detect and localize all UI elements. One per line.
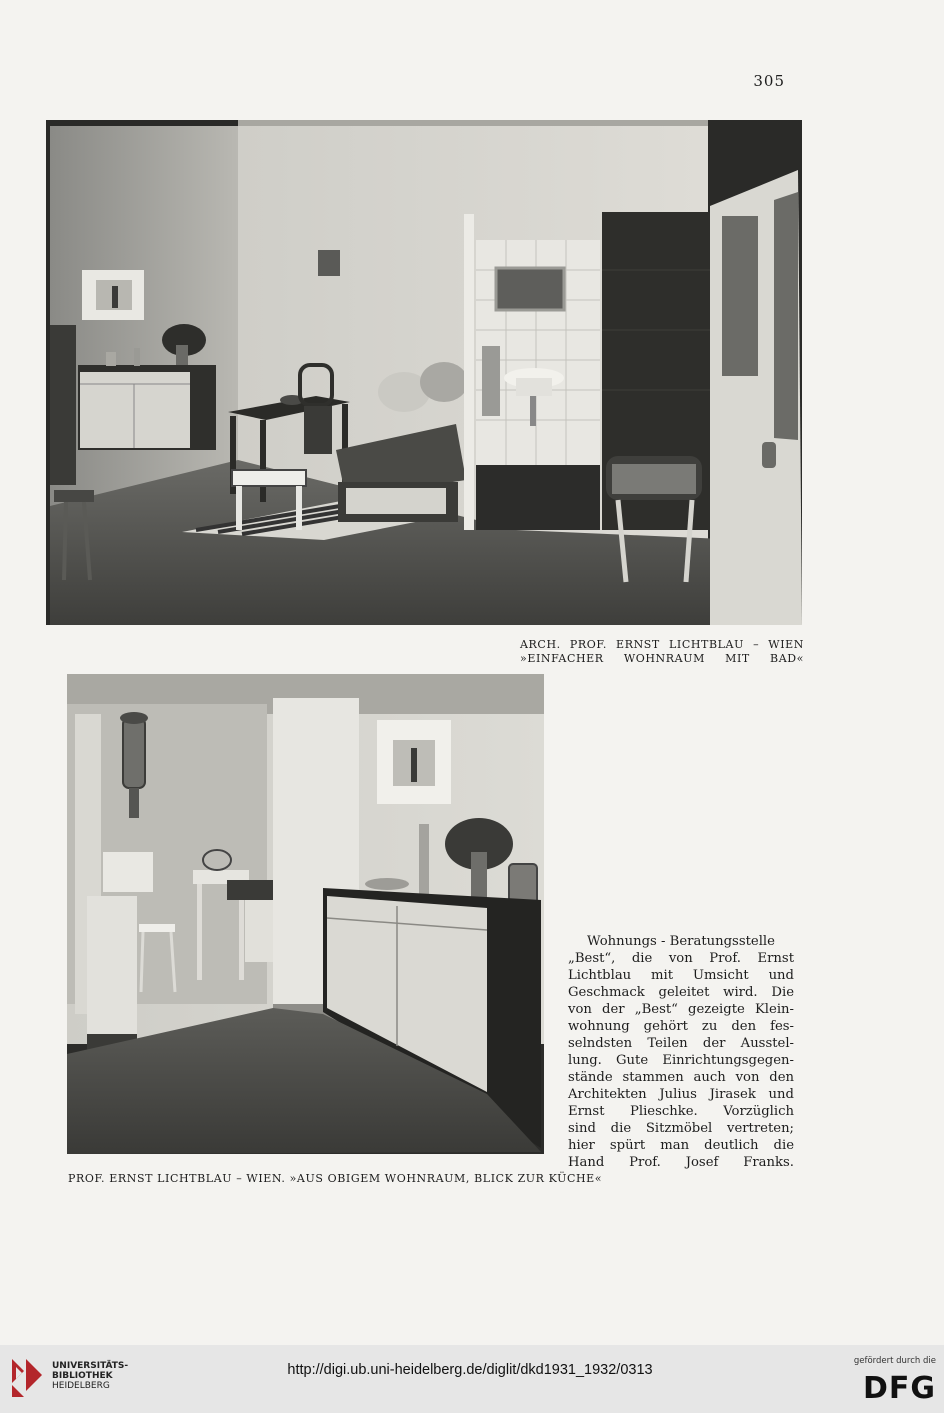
caption-top xyxy=(520,638,804,666)
dfg-logo: DFG xyxy=(862,1371,936,1406)
caption-bottom: PROF. ERNST LICHTBLAU – WIEN. »AUS OBIGEM WOHNRAUM, BLICK ZUR KÜCHE« xyxy=(68,1172,603,1185)
body-line: Geschmack geleitet wird. Die xyxy=(568,985,794,1000)
body-line: „Best“, die von Prof. Ernst xyxy=(568,951,794,966)
body-line: wohnung gehört zu den fes- xyxy=(568,1019,794,1034)
body-line: von der „Best“ gezeigte Klein- xyxy=(568,1002,794,1017)
body-line: selndsten Teilen der Ausstel- xyxy=(568,1036,794,1051)
footer-bar xyxy=(0,1345,944,1413)
body-line: Ernst Plieschke. Vorzüglich xyxy=(568,1104,794,1119)
page-number: 305 xyxy=(753,72,785,90)
library-line2: BIBLIOTHEK xyxy=(52,1371,113,1381)
funded-by-label: gefördert durch die xyxy=(853,1356,936,1366)
body-line: Lichtblau mit Umsicht und xyxy=(568,968,794,983)
caption-top-line1: ARCH. PROF. ERNST LICHTBLAU – WIEN xyxy=(520,638,804,651)
university-library-logo-icon xyxy=(10,1357,44,1399)
photo-living-room-with-bath xyxy=(46,120,802,625)
library-name xyxy=(52,1361,128,1391)
body-line: Hand Prof. Josef Franks. xyxy=(568,1155,794,1170)
body-line: hier spürt man deutlich die xyxy=(568,1138,794,1153)
body-line: sind die Sitzmöbel vertreten; xyxy=(568,1121,794,1136)
digital-library-url[interactable]: http://digi.ub.uni-heidelberg.de/diglit/dkd1931_1932/0313 xyxy=(287,1362,653,1378)
body-text xyxy=(568,933,794,1171)
body-line: lung. Gute Einrichtungsgegen- xyxy=(568,1053,794,1068)
body-line: Wohnungs - Beratungsstelle xyxy=(587,934,775,949)
body-line: stände stammen auch von den xyxy=(568,1070,794,1085)
body-line: Architekten Julius Jirasek und xyxy=(568,1087,794,1102)
caption-top-line2: »EINFACHER WOHNRAUM MIT BAD« xyxy=(520,652,804,665)
library-line1: UNIVERSITÄTS- xyxy=(52,1361,129,1371)
library-line3: HEIDELBERG xyxy=(52,1381,110,1391)
photo-view-to-kitchen xyxy=(67,674,544,1154)
